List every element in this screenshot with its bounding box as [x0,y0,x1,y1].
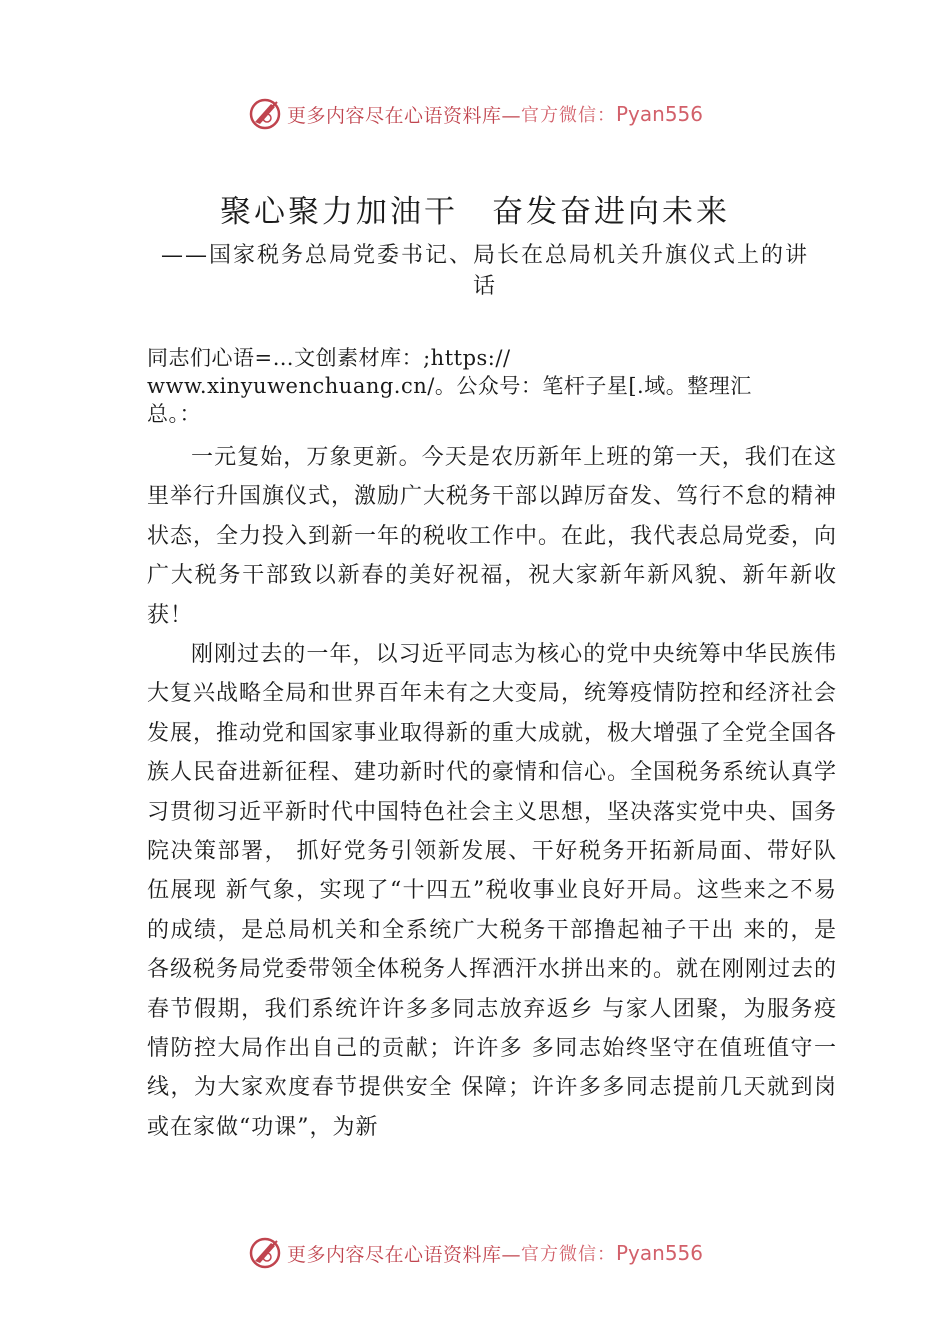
paragraph-1 [147,438,837,635]
paragraph-2 [147,635,837,1147]
header-banner [0,92,950,136]
quill-seal-icon [247,96,283,132]
document-title: 聚心聚力加油干 奋发奋进向未来 [220,194,730,230]
banner-site-text: 更多内容尽在心语资料库— [286,1243,521,1266]
document-subtitle: ——国家税务总局党委书记、局长在总局机关升旗仪式上的讲话 [160,243,809,299]
intro-line: 同志们心语=…文创素材库：;https:// [147,346,511,370]
banner-wechat-label: 官方微信： [521,105,616,126]
paragraph-text: 刚刚过去的一年，以习近平同志为核心的党中央统筹中华民族伟大复兴战略全局和世界百年未有之大变局，统筹疫情防控和经济社会发展，推动党和国家事业取得新的重大成就，极大增强了全党全国各族人民奋进新征程、建功新时代的豪情和信心。全国税务系统认真学习贯彻习近平新时代中国特色社会主义思想，坚决落实党中央、国务院决策部署， 抓好党务引领新发展、干好税务开拓新局面、带好队伍展现 新气象，实现了“十四五”税收事业良好开局。这些来之不易的成绩，是总局机关和全系统广大税务干部撸起袖子干出 来的，是各级税务局党委带领全体税务人挥洒汗水拼出来的。就在刚刚过去的春节假期，我们系统许许多多同志放弃返乡 与家人团聚，为服务疫情防控大局作出自己的贡献；许许多 多同志始终坚守在值班值守一线，为大家欢度春节提供安全 保障；许许多多同志提前几天就到岗或在家做“功课”，为新 [147,642,838,1140]
paragraph-text: 一元复始，万象更新。今天是农历新年上班的第一天，我们在这里举行升国旗仪式，激励广大税务干部以踔厉奋发、笃行不怠的精神状态，全力投入到新一年的税收工作中。在此，我代表总局党委，向广大税务干部致以新春的美好祝福，祝大家新年新风貌、新年新收获！ [147,445,838,628]
quill-seal-icon [247,1235,283,1271]
intro-line: 总。： [147,402,201,426]
banner-wechat-id: Pyan556 [616,1241,704,1265]
intro-block [147,344,837,428]
banner-site-text: 更多内容尽在心语资料库— [286,104,521,127]
intro-line: www.xinyuwenchuang.cn/。公众号：笔杆子星[.域。整理汇 [147,374,752,398]
footer-banner [0,1231,950,1275]
banner-wechat-id: Pyan556 [616,102,704,126]
banner-wechat-label: 官方微信： [521,1244,616,1265]
